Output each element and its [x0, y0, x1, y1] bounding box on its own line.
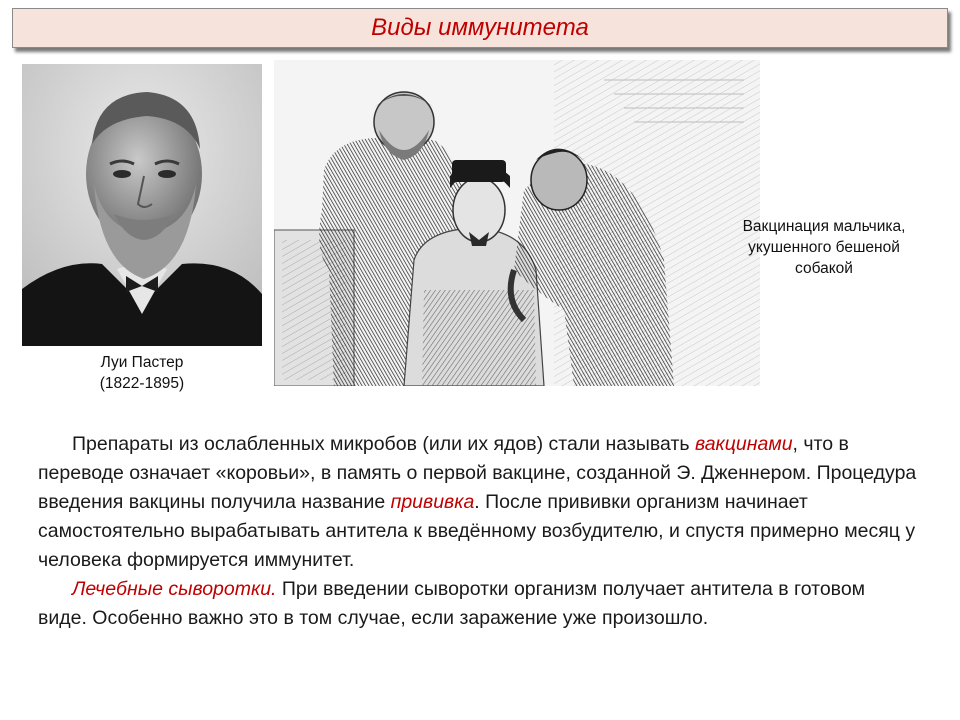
- caption-line: Вакцинация мальчика,: [742, 218, 906, 235]
- caption-years: (1822-1895): [99, 375, 185, 392]
- text-run: Препараты из ослабленных микробов (или их ядов) стали называть: [72, 433, 695, 455]
- portrait-caption: [40, 352, 244, 394]
- text-run: . После прививки организм начинает самостоятельно вырабатывать антитела к введённому возбудителю, и спустя примерно месяц у человека формируется иммунитет.: [38, 491, 916, 571]
- term-vaccines: вакцинами: [694, 433, 793, 455]
- slide-title: Виды иммунитета: [371, 14, 589, 41]
- caption-line: укушенного бешеной: [748, 239, 900, 256]
- text-run: При введении сыворотки организм получает антитела в готовом виде. Особенно важно это в том случае, если заражение уже произошло.: [38, 578, 866, 629]
- term-inoculation: прививка: [390, 491, 475, 513]
- caption-name: Луи Пастер: [100, 354, 184, 371]
- engraving-caption: [718, 216, 930, 279]
- text-run: , что в переводе означает «коровьи», в память о первой вакцине, созданной Э. Дженнером. Процедура введения вакцины получила название: [38, 433, 917, 513]
- body-text: [38, 430, 918, 633]
- pasteur-portrait: [22, 64, 262, 346]
- title-bar: [12, 8, 948, 48]
- caption-line: собакой: [795, 260, 853, 277]
- paragraph-serums: [38, 575, 918, 633]
- term-serums: Лечебные сыворотки.: [72, 578, 277, 600]
- vaccination-engraving: [274, 60, 760, 386]
- paragraph-vaccines: [38, 430, 918, 575]
